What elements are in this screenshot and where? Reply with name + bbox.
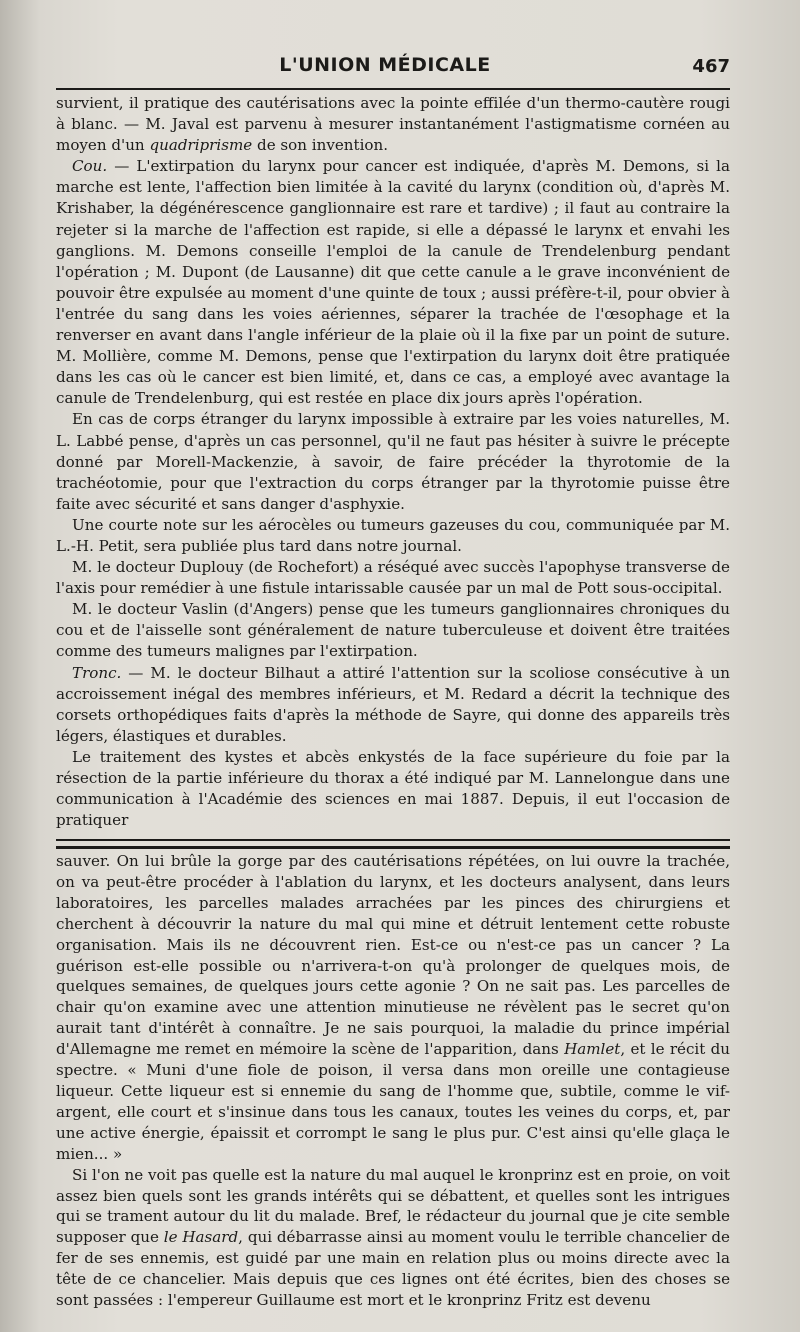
- paragraph-corps-etranger: En cas de corps étranger du larynx impossible à extraire par les voies naturelles, M. L. Labbé pense, d'après un cas personnel, qu'il ne faut pas hésiter à suivre le précepte donné par Morell-Mackenzie, à savoir, de faire précéder la thyrotomie de la trachéotomie, pour que l'extraction du corps étranger par la thyrotomie puisse être faite avec sécurité et sans danger d'asphyxie.: [56, 410, 730, 513]
- paragraph-tronc: Tronc. — M. le docteur Bilhaut a attiré l'attention sur la scoliose consécutive à un accroissement inégal des membres inférieurs, et M. Redard a décrit la technique des corsets orthopédiques faits d'après la méthode de Sayre, qui donne des appareils très légers, élastiques et durables.: [56, 663, 730, 745]
- feuilleton-body: [56, 851, 730, 1311]
- article-body: [56, 93, 730, 831]
- paragraph-kronprinz: Si l'on ne voit pas quelle est la nature du mal auquel le kronprinz est en proie, on voit assez bien quels sont les grands intérêts qui se débattent, et quelles sont les intrigues qui se trament autour du lit du malade. Bref, le rédacteur du journal que je cite semble supposer que le Hasard, qui débarrasse ainsi au moment voulu le terrible chancelier de fer de ses ennemis, est guidé par une main en relation plus ou moins directe avec la tête de ce chancelier. Mais depuis que ces lignes ont été écrites, bien des choses se sont passées : l'empereur Guillaume est mort et le kronprinz Fritz est devenu: [56, 1165, 730, 1310]
- header-rule: [56, 88, 730, 90]
- paragraph-hamlet: sauver. On lui brûle la gorge par des cautérisations répétées, on lui ouvre la trachée, on va peut-être procéder à l'ablation du larynx, et les docteurs analysent, dans leurs laboratoires, les parcelles malades arrachées par les pinces des chirurgiens et cherchent à découvrir la nature du mal qui mine et détruit lentement cette robuste organisation. Mais ils ne découvrent rien. Est-ce ou n'est-ce pas un cancer ? La guérison est-elle possible ou n'arrivera-t-on qu'à prolonger de quelques mois, de quelques semaines, de quelques jours cette agonie ? On ne sait pas. Les parcelles de chair qu'on examine avec une attention minutieuse ne révèlent pas le secret qu'on aurait tant d'intérêt à connaître. Je ne sais pourquoi, la maladie du prince impérial d'Allemagne me remet en mémoire la scène de l'apparition, dans Hamlet, et le récit du spectre. « Muni d'une fiole de poison, il versa dans mon oreille une contagieuse liqueur. Cette liqueur est si ennemie du sang de l'homme que, subtile, comme le vif-argent, elle court et s'insinue dans tous les canaux, toutes les veines du corps, et, par une active énergie, épaissit et corrompt le sang le plus pur. C'est ainsi qu'elle glaça le mien... »: [56, 852, 730, 1163]
- feuilleton-rule-thin: [56, 839, 730, 841]
- paragraph-yeux-end: survient, il pratique des cautérisations avec la pointe effilée d'un thermo-cautère rougi à blanc. — M. Javal est parvenu à mesurer instantanément l'astigmatisme cornéen au moyen d'un quadriprisme de son invention.: [56, 94, 730, 155]
- paragraph-cou: Cou. — L'extirpation du larynx pour cancer est indiquée, d'après M. Demons, si la marche est lente, l'affection bien limitée à la cavité du larynx (condition où, d'après M. Krishaber, la dégénérescence ganglionnaire est rare et tardive) ; il faut au contraire la rejeter si la marche de l'affection est rapide, si elle a dépassé le larynx et envahi les ganglions. M. Demons conseille l'emploi de la canule de Trendelenburg pendant l'opération ; M. Dupont (de Lausanne) dit que cette canule a le grave inconvénient de pouvoir être expulsée au moment d'une quinte de toux ; aussi préfère-t-il, pour obvier à l'entrée du sang dans les voies aériennes, séparer la trachée de l'œsophage et la renverser en avant dans l'angle inférieur de la plaie où il la fixe par un point de suture. M. Mollière, comme M. Demons, pense que l'extirpation du larynx doit être pratiquée dans les cas où le cancer est bien limité, et, dans ce cas, a employé avec avantage la canule de Trendelenburg, qui est restée en place dix jours après l'opération.: [56, 157, 730, 408]
- page-number: 467: [692, 56, 730, 77]
- paragraph-kystes: Le traitement des kystes et abcès enkystés de la face supérieure du foie par la résection de la partie inférieure du thorax a été indiqué par M. Lannelongue dans une communication à l'Académie des sciences en mai 1887. Depuis, il eut l'occasion de pratiquer: [56, 747, 730, 830]
- page-header: [40, 52, 730, 82]
- feuilleton-rule-thick: [56, 846, 730, 849]
- paragraph-vaslin: M. le docteur Vaslin (d'Angers) pense que les tumeurs ganglionnaires chroniques du cou et de l'aisselle sont généralement de nature tuberculeuse et doivent être traitées comme des tumeurs malignes par l'extirpation.: [56, 600, 730, 661]
- paragraph-aerocele: Une courte note sur les aérocèles ou tumeurs gazeuses du cou, communiquée par M. L.-H. Petit, sera publiée plus tard dans notre journal.: [56, 515, 730, 555]
- running-title: L'UNION MÉDICALE: [279, 54, 491, 76]
- paragraph-duplouy: M. le docteur Duplouy (de Rochefort) a réséqué avec succès l'apophyse transverse de l'axis pour remédier à une fistule intarissable causée par un mal de Pott sous-occipital.: [56, 558, 730, 598]
